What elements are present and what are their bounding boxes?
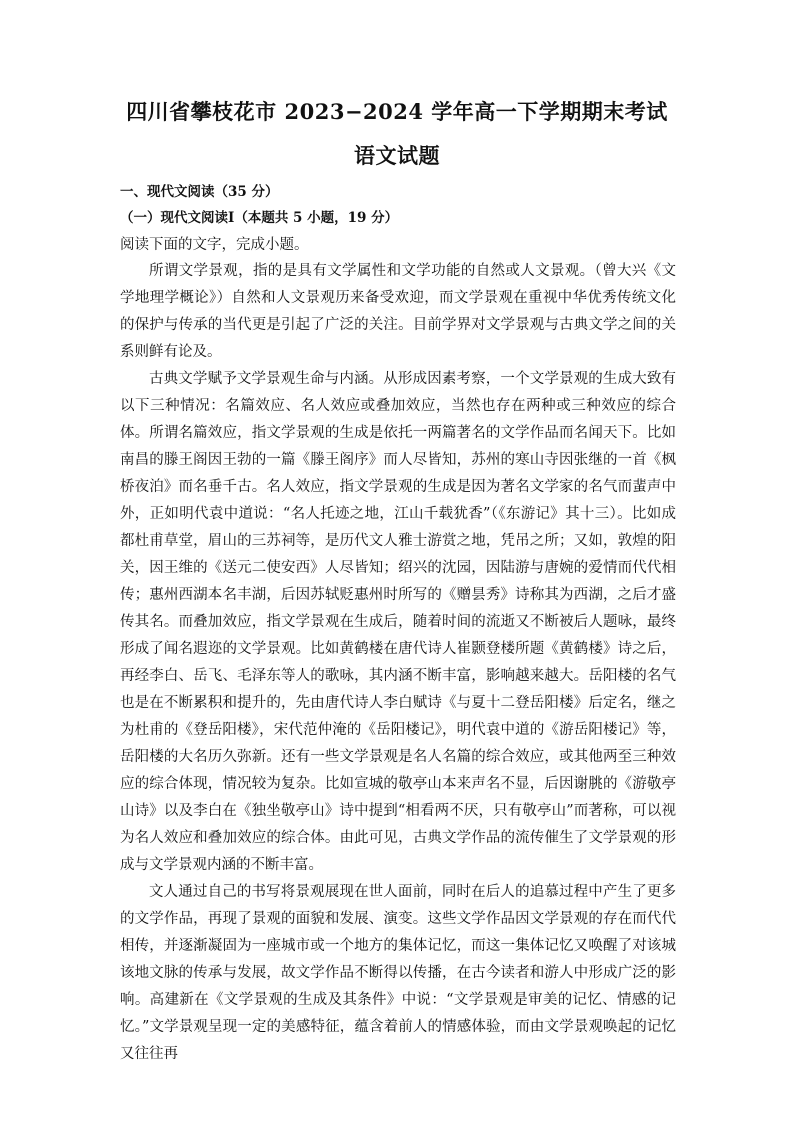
passage-body <box>120 258 676 1068</box>
reading-instruction: 阅读下面的文字，完成小题。 <box>120 237 309 253</box>
passage-paragraph: 所谓文学景观，指的是具有文学属性和文学功能的自然或人文景观。（曾大兴《文学地理学概论》）自然和人文景观历来备受欢迎，而文学景观在重视中华优秀传统文化的保护与传承的当代更是引起了广泛的关注。目前学界对文学景观与古典文学之间的关系则鲜有论及。 <box>120 263 676 360</box>
section-heading: 一、现代文阅读（35 分） <box>120 184 279 200</box>
subsection-heading: （一）现代文阅读Ⅰ（本题共 5 小题，19 分） <box>120 210 399 226</box>
document-subtitle: 语文试题 <box>354 143 440 168</box>
passage-paragraph: 古典文学赋予文学景观生命与内涵。从形成因素考察，一个文学景观的生成大致有以下三种情况：名篇效应、名人效应或叠加效应，当然也存在两种或三种效应的综合体。所谓名篇效应，指文学景观的生成是依托一两篇著名的文学作品而名闻天下。比如南昌的滕王阁因王勃的一篇《滕王阁序》而人尽皆知，苏州的寒山寺因张继的一首《枫桥夜泊》而名垂千古。名人效应，指文学景观的生成是因为著名文学家的名气而蜚声中外，正如明代袁中道说：“名人托迹之地，江山千载犹香”（《东游记》其十三）。比如成都杜甫草堂，眉山的三苏祠等，是历代文人雅士游赏之地，凭吊之所；又如，敦煌的阳关，因王维的《送元二使安西》人尽皆知；绍兴的沈园，因陆游与唐婉的爱情而代代相传；惠州西湖本名丰湖，后因苏轼贬惠州时所写的《赠昙秀》诗称其为西湖，之后才盛传其名。而叠加效应，指文学景观在生成后，随着时间的流逝又不断被后人题咏，最终形成了闻名遐迩的文学景观。比如黄鹤楼在唐代诗人崔颢登楼所题《黄鹤楼》诗之后，再经李白、岳飞、毛泽东等人的歌咏，其内涵不断丰富，影响越来越大。岳阳楼的名气也是在不断累积和提升的，先由唐代诗人李白赋诗《与夏十二登岳阳楼》后定名，继之为杜甫的《登岳阳楼》，宋代范仲淹的《岳阳楼记》，明代袁中道的《游岳阳楼记》等，岳阳楼的大名历久弥新。还有一些文学景观是名人名篇的综合效应，或其他两至三种效应的综合体现，情况较为复杂。比如宣城的敬亭山本来声名不显，后因谢朓的《游敬亭山诗》以及李白在《独坐敬亭山》诗中提到“相看两不厌，只有敬亭山”而著称，可以视为名人效应和叠加效应的综合体。由此可见，古典文学作品的流传催生了文学景观的形成与文学景观内涵的不断丰富。 <box>120 371 676 873</box>
document-title: 四川省攀枝花市 2023−2024 学年高一下学期期末考试 <box>126 99 668 124</box>
passage-paragraph: 文人通过自己的书写将景观展现在世人面前，同时在后人的追慕过程中产生了更多的文学作品，再现了景观的面貌和发展、演变。这些文学作品因文学景观的存在而代代相传，并逐渐凝固为一座城市或一个地方的集体记忆，而这一集体记忆又唤醒了对该城该地文脉的传承与发展，故文学作品不断得以传播，在古今读者和游人中形成广泛的影响。高建新在《文学景观的生成及其条件》中说：“文学景观是审美的记忆、情感的记忆。”文学景观呈现一定的美感特征，蕴含着前人的情感体验，而由文学景观唤起的记忆又往往再 <box>120 884 676 1062</box>
